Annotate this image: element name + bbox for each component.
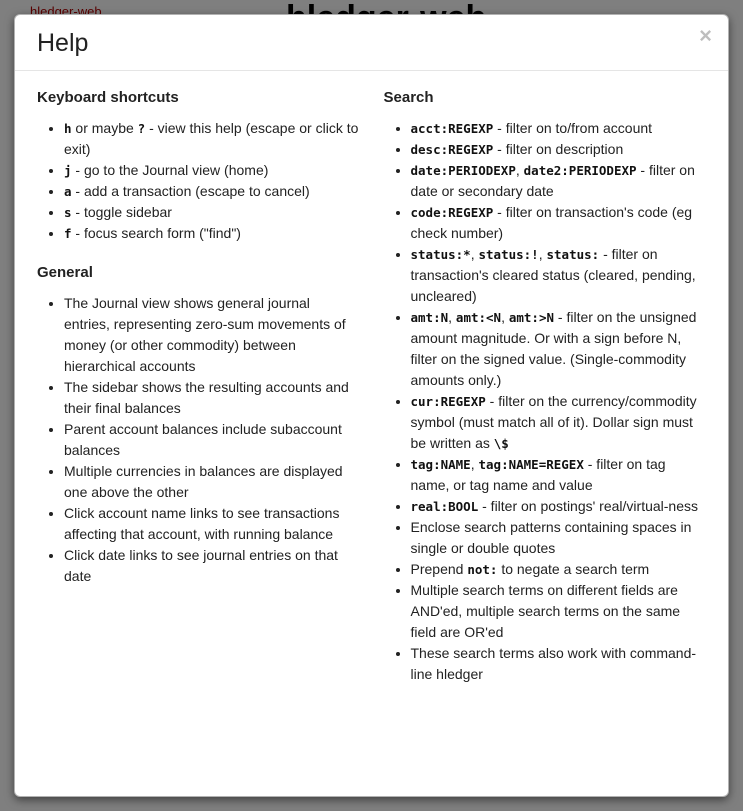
list-item [64,545,360,587]
list-item [411,244,707,307]
code-span: j [64,163,72,178]
code-span: f [64,226,72,241]
code-span: amt:<N [455,310,502,325]
modal-title: Help [37,29,89,57]
list-item [411,118,707,139]
code-span: ? [137,121,146,136]
column-search [384,89,707,705]
code-span: status:! [478,247,539,262]
list-item [411,307,707,391]
code-span: a [64,184,72,199]
section-list [37,293,360,587]
section-list [37,118,360,244]
text-span: - filter on transaction's code (eg check number) [410,204,693,241]
list-item [411,580,707,643]
list-item [411,643,707,685]
code-span: real:BOOL [410,499,479,514]
text-span: , [538,246,547,262]
text-span: Multiple search terms on different fields are AND'ed, multiple search terms on the same field are OR'ed [410,582,681,640]
text-span: Click account name links to see transactions affecting that account, with running balance [64,505,340,542]
text-span: , [515,162,524,178]
code-span: status:* [410,247,471,262]
section-heading: Keyboard shortcuts [37,89,179,106]
text-span: - filter on the unsigned amount magnitude. Or with a sign before N, filter on the signed value. (Single-commodity amounts only.) [410,309,697,388]
list-item [64,181,360,202]
code-span: \$ [493,436,509,451]
text-span: - filter on transaction's cleared status (cleared, pending, uncleared) [410,246,696,304]
list-item [411,496,707,517]
list-item [64,118,360,160]
code-span: date:PERIODEXP [410,163,516,178]
list-item [411,391,707,454]
text-span: Enclose search patterns containing spaces in single or double quotes [410,519,692,556]
text-span: - filter on the currency/commodity symbol (must match all of it). Dollar sign must be written as [410,393,697,451]
text-span: - view this help (escape or click to exit) [64,120,359,157]
text-span: Prepend [410,561,468,577]
list-item [64,160,360,181]
code-span: amt:>N [508,310,555,325]
list-item [64,461,360,503]
modal-body [15,71,728,715]
code-span: h [64,121,72,136]
text-span: - filter on tag name, or tag name and value [410,456,666,493]
code-span: status: [546,247,600,262]
text-span: The sidebar shows the resulting accounts and their final balances [64,379,349,416]
code-span: code:REGEXP [410,205,494,220]
text-span: - focus search form ("find") [71,225,241,241]
section-heading: General [37,264,93,281]
list-item [411,160,707,202]
text-span: , [448,309,456,325]
list-item [64,419,360,461]
text-span: or maybe [71,120,138,136]
text-span: - filter on date or secondary date [410,162,695,199]
text-span: - filter on description [493,141,624,157]
close-icon[interactable]: × [699,23,712,48]
list-item [411,139,707,160]
text-span: - filter on postings' real/virtual-ness [478,498,698,514]
list-item [411,202,707,244]
code-span: desc:REGEXP [410,142,494,157]
list-item [64,293,360,377]
list-item [64,223,360,244]
help-modal [14,14,729,797]
section-list [384,118,707,685]
text-span: - toggle sidebar [71,204,172,220]
text-span: , [501,309,509,325]
list-item [411,559,707,580]
code-span: s [64,205,72,220]
code-span: tag:NAME [410,457,471,472]
text-span: - go to the Journal view (home) [71,162,269,178]
list-item [64,377,360,419]
code-span: amt:N [410,310,449,325]
code-span: cur:REGEXP [410,394,486,409]
code-span: date2:PERIODEXP [523,163,637,178]
modal-header [15,15,728,71]
section-heading: Search [383,89,434,106]
text-span: The Journal view shows general journal entries, representing zero-sum movements of money (or other commodity) between hierarchical accounts [64,295,346,374]
text-span: to negate a search term [497,561,650,577]
text-span: - filter on to/from account [493,120,653,136]
list-item [64,503,360,545]
text-span: Multiple currencies in balances are displayed one above the other [64,463,343,500]
code-span: not: [467,562,498,577]
column-shortcuts [37,89,360,705]
list-item [64,202,360,223]
text-span: - add a transaction (escape to cancel) [71,183,310,199]
text-span: These search terms also work with command-line hledger [410,645,697,682]
text-span: Parent account balances include subaccount balances [64,421,342,458]
text-span: , [470,456,479,472]
code-span: tag:NAME=REGEX [478,457,584,472]
text-span: , [470,246,479,262]
code-span: acct:REGEXP [410,121,494,136]
list-item [411,517,707,559]
list-item [411,454,707,496]
text-span: Click date links to see journal entries on that date [64,547,338,584]
